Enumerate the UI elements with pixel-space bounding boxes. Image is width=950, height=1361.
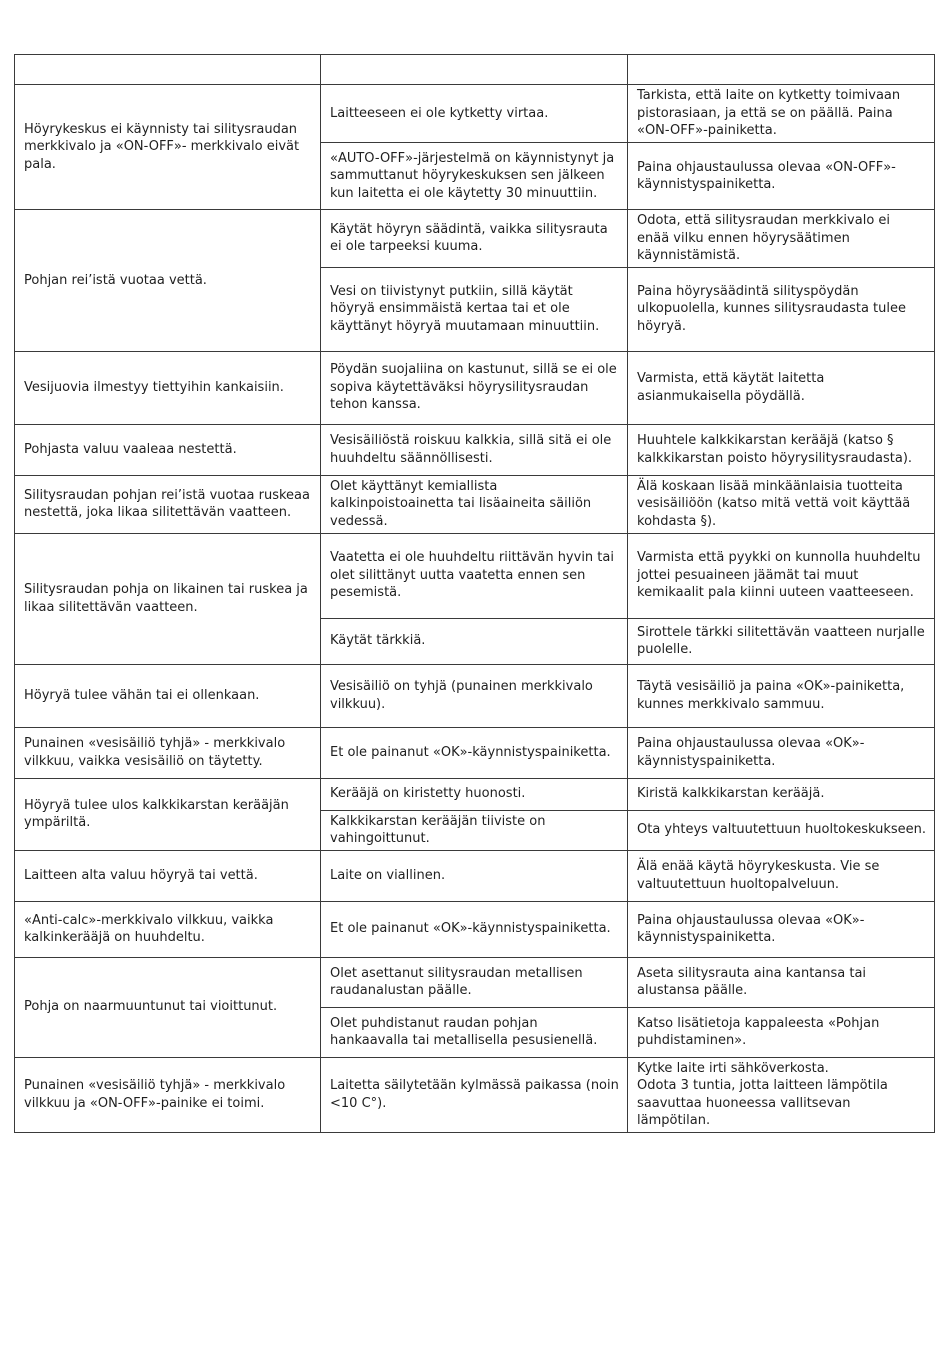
solution-cell: Aseta silitysrauta aina kantansa tai alustansa päälle. bbox=[628, 957, 935, 1007]
cause-cell: Pöydän suojaliina on kastunut, sillä se ei ole sopiva käytettäväksi höyrysilitysraudan tehon kanssa. bbox=[321, 351, 628, 424]
cause-cell: Käytät tärkkiä. bbox=[321, 618, 628, 664]
table-row bbox=[15, 475, 935, 533]
problem-cell: Pohjan rei’istä vuotaa vettä. bbox=[15, 210, 321, 352]
cause-cell: Et ole painanut «OK»-käynnistyspainiketta. bbox=[321, 901, 628, 957]
problem-cell: Laitteen alta valuu höyryä tai vettä. bbox=[15, 850, 321, 901]
cause-cell: Laite on viallinen. bbox=[321, 850, 628, 901]
table-row bbox=[15, 533, 935, 618]
cause-cell: Laitteeseen ei ole kytketty virtaa. bbox=[321, 85, 628, 143]
table-row bbox=[15, 901, 935, 957]
solution-cell: Varmista, että käytät laitetta asianmukaisella pöydällä. bbox=[628, 351, 935, 424]
problem-cell: Punainen «vesisäiliö tyhjä» - merkkivalo vilkkuu, vaikka vesisäiliö on täytetty. bbox=[15, 727, 321, 778]
solution-cell: Varmista että pyykki on kunnolla huuhdeltu jottei pesuaineen jäämät tai muut kemikaalit pala kiinni uuteen vaatteeseen. bbox=[628, 533, 935, 618]
table-row bbox=[15, 850, 935, 901]
solution-cell: Paina höyrysäädintä silityspöydän ulkopuolella, kunnes silitysraudasta tulee höyryä. bbox=[628, 267, 935, 351]
table-header-row bbox=[15, 55, 935, 85]
table-row bbox=[15, 351, 935, 424]
header-cell-cause bbox=[321, 55, 628, 85]
header-cell-solution bbox=[628, 55, 935, 85]
problem-cell: Punainen «vesisäiliö tyhjä» - merkkivalo vilkkuu ja «ON-OFF»-painike ei toimi. bbox=[15, 1057, 321, 1132]
table-body bbox=[15, 55, 935, 1133]
solution-cell: Täytä vesisäiliö ja paina «OK»-painiketta, kunnes merkkivalo sammuu. bbox=[628, 664, 935, 727]
cause-cell: Olet käyttänyt kemiallista kalkinpoistoainetta tai lisäaineita säiliön vedessä. bbox=[321, 475, 628, 533]
cause-cell: Olet puhdistanut raudan pohjan hankaavalla tai metallisella pesusienellä. bbox=[321, 1007, 628, 1057]
solution-cell: Ota yhteys valtuutettuun huoltokeskukseen. bbox=[628, 810, 935, 850]
cause-cell: Vesisäiliöstä roiskuu kalkkia, sillä sitä ei ole huuhdeltu säännöllisesti. bbox=[321, 424, 628, 475]
table-row bbox=[15, 85, 935, 143]
table-row bbox=[15, 957, 935, 1007]
solution-cell: Paina ohjaustaulussa olevaa «ON-OFF»- käynnistyspainiketta. bbox=[628, 143, 935, 210]
cause-cell: «AUTO-OFF»-järjestelmä on käynnistynyt ja sammuttanut höyrykeskuksen sen jälkeen kun laitetta ei ole käytetty 30 minuuttiin. bbox=[321, 143, 628, 210]
table-row bbox=[15, 210, 935, 268]
table-row bbox=[15, 727, 935, 778]
solution-cell: Odota, että silitysraudan merkkivalo ei enää vilku ennen höyrysäätimen käynnistämistä. bbox=[628, 210, 935, 268]
problem-cell: Pohja on naarmuuntunut tai vioittunut. bbox=[15, 957, 321, 1057]
problem-cell: Pohjasta valuu vaaleaa nestettä. bbox=[15, 424, 321, 475]
problem-cell: Höyryä tulee ulos kalkkikarstan kerääjän ympäriltä. bbox=[15, 778, 321, 850]
cause-cell: Vesisäiliö on tyhjä (punainen merkkivalo vilkkuu). bbox=[321, 664, 628, 727]
cause-cell: Vesi on tiivistynyt putkiin, sillä käytät höyryä ensimmäistä kertaa tai et ole käyttänyt höyryä muutamaan minuuttiin. bbox=[321, 267, 628, 351]
table-row bbox=[15, 424, 935, 475]
solution-cell: Huuhtele kalkkikarstan kerääjä (katso § kalkkikarstan poisto höyrysilitysraudasta). bbox=[628, 424, 935, 475]
solution-cell: Paina ohjaustaulussa olevaa «OK»- käynnistyspainiketta. bbox=[628, 727, 935, 778]
cause-cell: Olet asettanut silitysraudan metallisen raudanalustan päälle. bbox=[321, 957, 628, 1007]
solution-cell: Tarkista, että laite on kytketty toimivaan pistorasiaan, ja että se on päällä. Paina «ON-OFF»-painiketta. bbox=[628, 85, 935, 143]
cause-cell: Kalkkikarstan kerääjän tiiviste on vahingoittunut. bbox=[321, 810, 628, 850]
solution-cell: Älä enää käytä höyrykeskusta. Vie se valtuutettuun huoltopalveluun. bbox=[628, 850, 935, 901]
cause-cell: Et ole painanut «OK»-käynnistyspainiketta. bbox=[321, 727, 628, 778]
solution-cell: Paina ohjaustaulussa olevaa «OK»- käynnistyspainiketta. bbox=[628, 901, 935, 957]
solution-cell: Kiristä kalkkikarstan kerääjä. bbox=[628, 778, 935, 810]
header-cell-problem bbox=[15, 55, 321, 85]
problem-cell: Vesijuovia ilmestyy tiettyihin kankaisiin. bbox=[15, 351, 321, 424]
problem-cell: Silitysraudan pohja on likainen tai ruskea ja likaa silitettävän vaatteen. bbox=[15, 533, 321, 664]
table-row bbox=[15, 1057, 935, 1132]
cause-cell: Vaatetta ei ole huuhdeltu riittävän hyvin tai olet silittänyt uutta vaatetta ennen sen pesemistä. bbox=[321, 533, 628, 618]
problem-cell: Höyrykeskus ei käynnisty tai silitysraudan merkkivalo ja «ON-OFF»- merkkivalo eivät pala. bbox=[15, 85, 321, 210]
table-row bbox=[15, 664, 935, 727]
problem-cell: «Anti-calc»-merkkivalo vilkkuu, vaikka kalkinkerääjä on huuhdeltu. bbox=[15, 901, 321, 957]
problem-cell: Höyryä tulee vähän tai ei ollenkaan. bbox=[15, 664, 321, 727]
table-row bbox=[15, 778, 935, 810]
troubleshooting-table bbox=[14, 54, 935, 1133]
solution-cell: Älä koskaan lisää minkäänlaisia tuotteita vesisäiliöön (katso mitä vettä voit käyttää kohdasta §). bbox=[628, 475, 935, 533]
problem-cell: Silitysraudan pohjan rei’istä vuotaa ruskeaa nestettä, joka likaa silitettävän vaatteen. bbox=[15, 475, 321, 533]
cause-cell: Kerääjä on kiristetty huonosti. bbox=[321, 778, 628, 810]
cause-cell: Laitetta säilytetään kylmässä paikassa (noin <10 C°). bbox=[321, 1057, 628, 1132]
cause-cell: Käytät höyryn säädintä, vaikka silitysrauta ei ole tarpeeksi kuuma. bbox=[321, 210, 628, 268]
solution-cell: Sirottele tärkki silitettävän vaatteen nurjalle puolelle. bbox=[628, 618, 935, 664]
solution-cell: Katso lisätietoja kappaleesta «Pohjan puhdistaminen». bbox=[628, 1007, 935, 1057]
solution-cell: Kytke laite irti sähköverkosta. Odota 3 tuntia, jotta laitteen lämpötila saavuttaa huoneessa vallitsevan lämpötilan. bbox=[628, 1057, 935, 1132]
